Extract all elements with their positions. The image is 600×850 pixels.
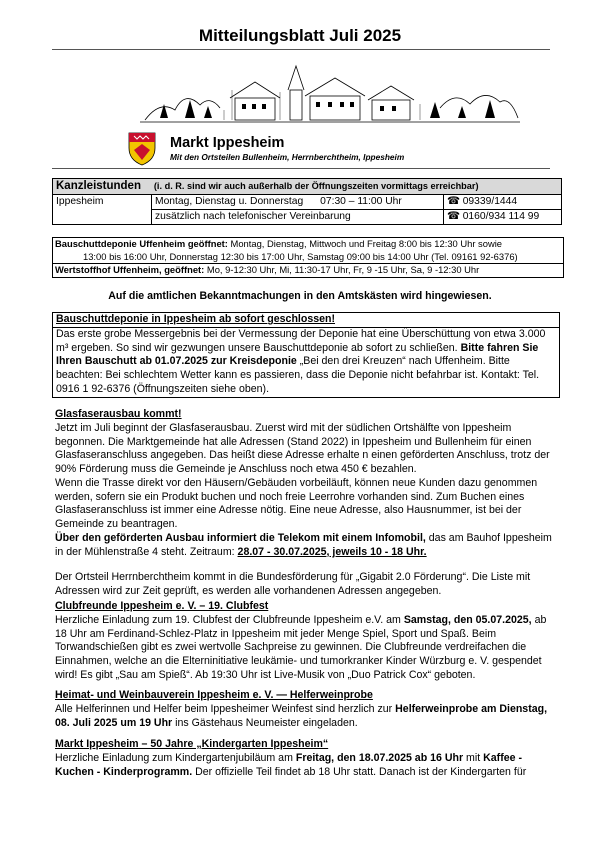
title-rule	[52, 49, 550, 50]
clubfest-text-2: ab 18 Uhr am Ferdinand-Schlez-Platz in Ippesheim mit jeder Menge Spiel, Sport und Spaß. Beim Torwandschießen gibt es zwei wertvolle Sachpreise zu gewinnen. Die Clubfreunde verdreifachen die Einnahmen, welche an die Elterninitiative leukämie- und tumorkranker Kinder Würzburg e. V. gespendet wird! Es gibt „Sau am Spieß“. Ab 19:30 Uhr ist Live-Musik von „Duo Patrick Cox“ geboten.	[55, 613, 547, 681]
kindergarten-program: Kaffee - Kuchen - Kinderprogramm.	[55, 751, 522, 778]
glasfaser-p1: Jetzt im Juli beginnt der Glasfaserausbau. Zuerst wird mit der südlichen Ortshälfte von Ippesheim begonnen. Die Marktgemeinde hat alle Adressen (Stand 2022) in Ippesheim und Bullenheim für einen Glasfaseranschluss angegeben. Das heißt diese Adresse erhalte n einen geförderten Anschluss, trotz der 90% Förderung muss die Gemeinde je Anschluss noch etwa 450 € bezahlen.	[55, 421, 550, 476]
office-phone-2: 0160/934 114 99	[462, 211, 540, 222]
deponie-text-1: Das erste grobe Messergebnis bei der Vermessung der Deponie hat eine Überschüttung von etwa 3.000 m³ ergeben. So sind wir gezwungen unsere Bauschuttdeponie ab sofort zu schließen.	[56, 327, 546, 354]
brand-subtitle: Mit den Ortsteilen Bullenheim, Herrnberchtheim, Ippesheim	[170, 152, 405, 162]
bauschutt-label: Bauschuttdeponie Uffenheim geöffnet:	[55, 238, 228, 249]
clubfest-section	[55, 600, 557, 683]
official-notice: Auf die amtlichen Bekanntmachungen in den Amtskästen wird hingewiesen.	[108, 290, 492, 302]
header-rule	[52, 168, 550, 169]
bauschutt-hours-b: 13:00 bis 16:00 Uhr, Donnerstag 12:30 bis 17:00 Uhr, Samstag 09:00 bis 14:00 Uhr (Tel. 09161 92-6376)	[83, 250, 518, 262]
kindergarten-date: Freitag, den 18.07.2025 ab 16 Uhr	[295, 751, 464, 764]
office-hours-header-row	[53, 179, 562, 195]
office-hours-label: Kanzleistunden	[56, 180, 141, 192]
bauschutt-hours-a: Montag, Dienstag, Mittwoch und Freitag 8:00 bis 12:30 Uhr sowie	[230, 238, 503, 249]
weinfest-date: Helferweinprobe am Dienstag, 08. Juli 2025 um 19 Uhr	[55, 702, 548, 729]
kindergarten-section	[55, 738, 557, 779]
kindergarten-text-3: Der offizielle Teil findet ab 18 Uhr statt. Danach ist der Kindergarten für	[195, 765, 527, 778]
wertstoffhof-hours: Mo, 9-12:30 Uhr, Mi, 11:30-17 Uhr, Fr, 9 -15 Uhr, Sa, 9 -12:30 Uhr	[206, 264, 480, 276]
telephone-icon: ☎	[447, 211, 460, 222]
clubfest-date: Samstag, den 05.07.2025,	[403, 613, 532, 626]
weinfest-text-1: Alle Helferinnen und Helfer beim Ippesheimer Weinfest sind herzlich zur	[55, 702, 393, 715]
telephone-icon: ☎	[447, 196, 460, 207]
disposal-hours-box	[52, 237, 564, 278]
glasfaser-p3-dates: 28.07 - 30.07.2025, jeweils 10 - 18 Uhr.	[237, 545, 427, 558]
glasfaser-p2: Wenn die Trasse direkt vor den Häusern/Gebäuden vorbeiläuft, können neue Kunden dazu genommen werden, sofern sie ein Produkt buchen und noch freie Leerrohre vorhanden sind. Zum Buchen eines Glasfaseranschluss ist immer eine Adresse nötig. Eine neue Adresse, also Hausnummer, ist bei der Gemeinde zu beantragen.	[55, 476, 538, 531]
deponie-text-2: „Bei den drei Kreuzen“ nach Uffenheim. Bitte beachten: Bei schlechtem Wetter kann es passieren, dass die Deponie nicht befahrbar ist. Kontakt: Tel. 0916 1 92-6376 (Öffnungszeiten siehe oben).	[56, 355, 540, 395]
village-illustration	[140, 60, 520, 128]
office-hours-table	[52, 178, 562, 225]
deponie-title: Bauschuttdeponie in Ippesheim ab sofort geschlossen!	[53, 313, 559, 328]
weinfest-text-2: ins Gästehaus Neumeister eingeladen.	[175, 716, 358, 729]
kindergarten-text-2: mit	[466, 751, 481, 764]
office-time: 07:30 – 11:00 Uhr	[320, 196, 402, 207]
office-hours-note: (i. d. R. sind wir auch außerhalb der Öffnungszeiten vormittags erreichbar)	[153, 181, 479, 191]
glasfaser-section	[55, 408, 557, 599]
coat-of-arms-icon	[128, 132, 156, 166]
table-row	[53, 195, 562, 210]
deponie-text-bold: Bitte fahren Sie Ihren Bauschutt ab 01.07.2025 zur Kreisdeponie	[56, 341, 539, 368]
office-place: Ippesheim	[53, 195, 152, 225]
glasfaser-p3: das am Bauhof Ippesheim in der Mühlenstraße 4 steht. Zeitraum:	[55, 531, 552, 558]
page-title: Mitteilungsblatt Juli 2025	[198, 26, 402, 45]
clubfest-text-1: Herzliche Einladung zum 19. Clubfest der Clubfreunde Ippesheim e.V. am	[55, 613, 401, 626]
brand-name: Markt Ippesheim	[170, 135, 285, 151]
office-days: Montag, Dienstag u. Donnerstag	[155, 196, 304, 207]
glasfaser-title: Glasfaserausbau kommt!	[55, 408, 182, 420]
clubfest-title: Clubfreunde Ippesheim e. V. – 19. Clubfest	[55, 600, 269, 612]
office-phone-1: 09339/1444	[462, 196, 518, 207]
weinfest-title: Heimat- und Weinbauverein Ippesheim e. V. — Helferweinprobe	[55, 689, 373, 701]
office-extra: zusätzlich nach telefonischer Vereinbarung	[152, 210, 444, 225]
glasfaser-p3-bold: Über den geförderten Ausbau informiert die Telekom mit einem Infomobil,	[55, 531, 426, 544]
wertstoffhof-label: Wertstoffhof Uffenheim, geöffnet:	[55, 264, 205, 276]
deponie-closed-box	[52, 312, 560, 398]
kindergarten-title: Markt Ippesheim – 50 Jahre „Kindergarten Ippesheim“	[55, 738, 329, 750]
glasfaser-p4: Der Ortsteil Herrnberchtheim kommt in die Bundesförderung für „Gigabit 2.0 Förderung“. Die Liste mit Adressen wird zur Zeit geprüft, es werden alle vorhandenen Adressen angegeben.	[55, 571, 531, 598]
weinfest-section	[55, 689, 557, 730]
kindergarten-text-1: Herzliche Einladung zum Kindergartenjubiläum am	[55, 751, 293, 764]
